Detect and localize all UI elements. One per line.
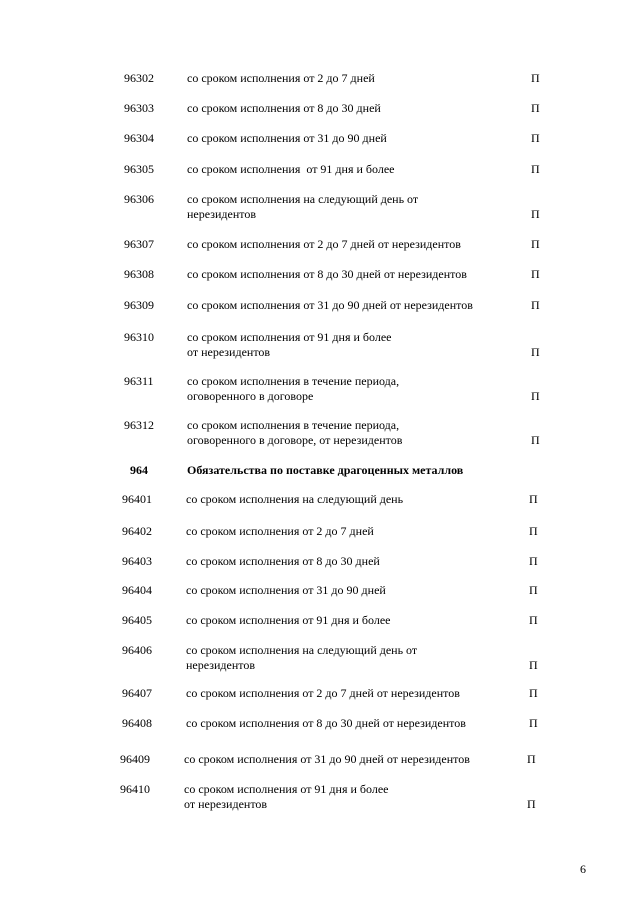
account-description: со сроком исполнения от 8 до 30 дней от нерезидентов bbox=[186, 716, 466, 730]
account-description: со сроком исполнения от 2 до 7 дней bbox=[186, 524, 374, 538]
account-type-mark: П bbox=[529, 554, 538, 568]
account-code: 96310 bbox=[124, 330, 154, 344]
account-type-mark: П bbox=[529, 524, 538, 538]
section-title: Обязательства по поставке драгоценных металлов bbox=[187, 463, 464, 477]
account-type-mark: П bbox=[531, 298, 540, 312]
account-code: 96304 bbox=[124, 131, 154, 145]
account-code: 96409 bbox=[120, 752, 150, 766]
account-type-mark: П bbox=[529, 716, 538, 730]
account-code: 96311 bbox=[124, 374, 154, 388]
account-code: 96401 bbox=[122, 492, 152, 506]
account-type-mark: П bbox=[527, 752, 536, 766]
account-code: 96403 bbox=[122, 554, 152, 568]
section-code: 964 bbox=[130, 463, 148, 477]
account-code: 96307 bbox=[124, 237, 154, 251]
account-description: со сроком исполнения на следующий день от нерезидентов bbox=[187, 192, 419, 221]
account-description: со сроком исполнения от 31 до 90 дней от нерезидентов bbox=[184, 752, 470, 766]
account-description: со сроком исполнения от 2 до 7 дней от нерезидентов bbox=[186, 686, 460, 700]
account-type-mark: П bbox=[529, 492, 538, 506]
account-description: со сроком исполнения от 2 до 7 дней bbox=[187, 71, 375, 85]
account-code: 96408 bbox=[122, 716, 152, 730]
account-description: со сроком исполнения от 31 до 90 дней от нерезидентов bbox=[187, 298, 473, 312]
account-type-mark: П bbox=[529, 658, 538, 672]
account-code: 96402 bbox=[122, 524, 152, 538]
account-type-mark: П bbox=[531, 162, 540, 176]
account-code: 96406 bbox=[122, 643, 152, 657]
page-number: 6 bbox=[580, 862, 586, 876]
account-code: 96306 bbox=[124, 192, 154, 206]
account-description: со сроком исполнения на следующий день bbox=[186, 492, 404, 506]
account-type-mark: П bbox=[531, 433, 540, 447]
account-type-mark: П bbox=[531, 267, 540, 281]
account-description: со сроком исполнения от 91 дня и более bbox=[186, 613, 391, 627]
account-description: со сроком исполнения от 8 до 30 дней от нерезидентов bbox=[187, 267, 467, 281]
account-type-mark: П bbox=[531, 345, 540, 359]
account-code: 96302 bbox=[124, 71, 154, 85]
account-code: 96405 bbox=[122, 613, 152, 627]
account-code: 96309 bbox=[124, 298, 154, 312]
account-description: со сроком исполнения от 31 до 90 дней bbox=[186, 583, 386, 597]
account-code: 96404 bbox=[122, 583, 152, 597]
account-description: со сроком исполнения от 91 дня и более от нерезидентов bbox=[184, 782, 389, 811]
account-description: со сроком исполнения на следующий день от нерезидентов bbox=[186, 643, 418, 672]
account-type-mark: П bbox=[531, 237, 540, 251]
account-description: со сроком исполнения в течение периода, оговоренного в договоре, от нерезидентов bbox=[187, 418, 403, 447]
account-code: 96305 bbox=[124, 162, 154, 176]
account-code: 96303 bbox=[124, 101, 154, 115]
account-description: со сроком исполнения от 2 до 7 дней от нерезидентов bbox=[187, 237, 461, 251]
account-type-mark: П bbox=[529, 686, 538, 700]
account-description: со сроком исполнения в течение периода, оговоренного в договоре bbox=[187, 374, 400, 403]
account-code: 96407 bbox=[122, 686, 152, 700]
account-type-mark: П bbox=[531, 207, 540, 221]
account-type-mark: П bbox=[529, 583, 538, 597]
account-code: 96308 bbox=[124, 267, 154, 281]
account-type-mark: П bbox=[531, 71, 540, 85]
account-type-mark: П bbox=[531, 131, 540, 145]
account-type-mark: П bbox=[531, 389, 540, 403]
account-code: 96312 bbox=[124, 418, 154, 432]
account-description: со сроком исполнения от 91 дня и более bbox=[187, 162, 395, 176]
account-code: 96410 bbox=[120, 782, 150, 796]
account-description: со сроком исполнения от 31 до 90 дней bbox=[187, 131, 387, 145]
account-description: со сроком исполнения от 8 до 30 дней bbox=[186, 554, 380, 568]
account-description: со сроком исполнения от 8 до 30 дней bbox=[187, 101, 381, 115]
account-description: со сроком исполнения от 91 дня и более от нерезидентов bbox=[187, 330, 392, 359]
account-type-mark: П bbox=[529, 613, 538, 627]
account-type-mark: П bbox=[527, 797, 536, 811]
account-type-mark: П bbox=[531, 101, 540, 115]
